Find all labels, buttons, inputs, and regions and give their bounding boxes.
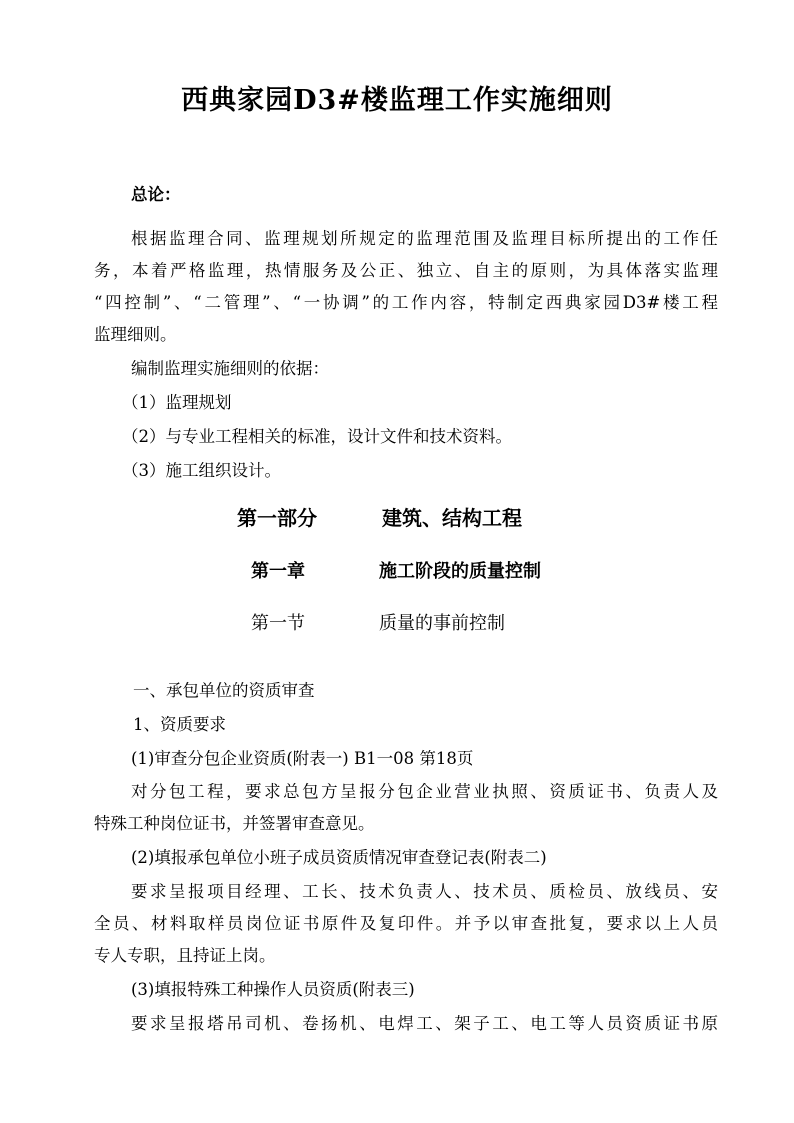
basis-item: （3）施工组织设计。: [122, 461, 281, 480]
chapter-number: 第一章: [251, 561, 305, 582]
basis-item: （1）监理规划: [122, 393, 232, 412]
paragraph-line: 要求呈报项目经理、工长、技术负责人、技术员、质检员、放线员、安: [131, 882, 718, 901]
paragraph-line: 务，本着严格监理，热情服务及公正、独立、自主的原则，为具体落实监理: [94, 261, 718, 280]
document-title: 西典家园D3#楼监理工作实施细则: [181, 85, 613, 116]
overview-heading: 总论：: [131, 185, 181, 204]
paragraph-line: 全员、材料取样员岗位证书原件及复印件。并予以审查批复，要求以上人员: [94, 914, 718, 933]
paragraph-line: (3)填报特殊工种操作人员资质(附表三): [131, 980, 415, 999]
paragraph-line: “四控制”、“二管理”、“一协调”的工作内容，特制定西典家园D3#楼工程: [94, 293, 718, 312]
paragraph-line: 要求呈报塔吊司机、卷扬机、电焊工、架子工、电工等人员资质证书原: [131, 1014, 718, 1033]
section-name: 质量的事前控制: [379, 613, 505, 634]
paragraph-line: 根据监理合同、监理规划所规定的监理范围及监理目标所提出的工作任: [131, 229, 718, 248]
basis-item: （2）与专业工程相关的标准，设计文件和技术资料。: [122, 427, 512, 446]
section-number: 第一节: [251, 613, 305, 634]
paragraph-line: (2)填报承包单位小班子成员资质情况审查登记表(附表二): [131, 848, 547, 867]
part-name: 建筑、结构工程: [382, 506, 522, 530]
chapter-name: 施工阶段的质量控制: [379, 561, 541, 582]
subheading: 1、资质要求: [133, 715, 226, 734]
paragraph-line: (1)审查分包企业资质(附表一) B1一08 第18页: [131, 749, 474, 768]
part-number: 第一部分: [237, 506, 317, 530]
subheading: 一、承包单位的资质审查: [133, 681, 315, 700]
paragraph-line: 对分包工程，要求总包方呈报分包企业营业执照、资质证书、负责人及: [131, 782, 718, 801]
paragraph-line: 专人专职，且持证上岗。: [94, 946, 276, 965]
basis-heading: 编制监理实施细则的依据：: [131, 359, 329, 378]
paragraph-line: 监理细则。: [94, 325, 177, 344]
paragraph-line: 特殊工种岗位证书，并签署审查意见。: [94, 814, 375, 833]
